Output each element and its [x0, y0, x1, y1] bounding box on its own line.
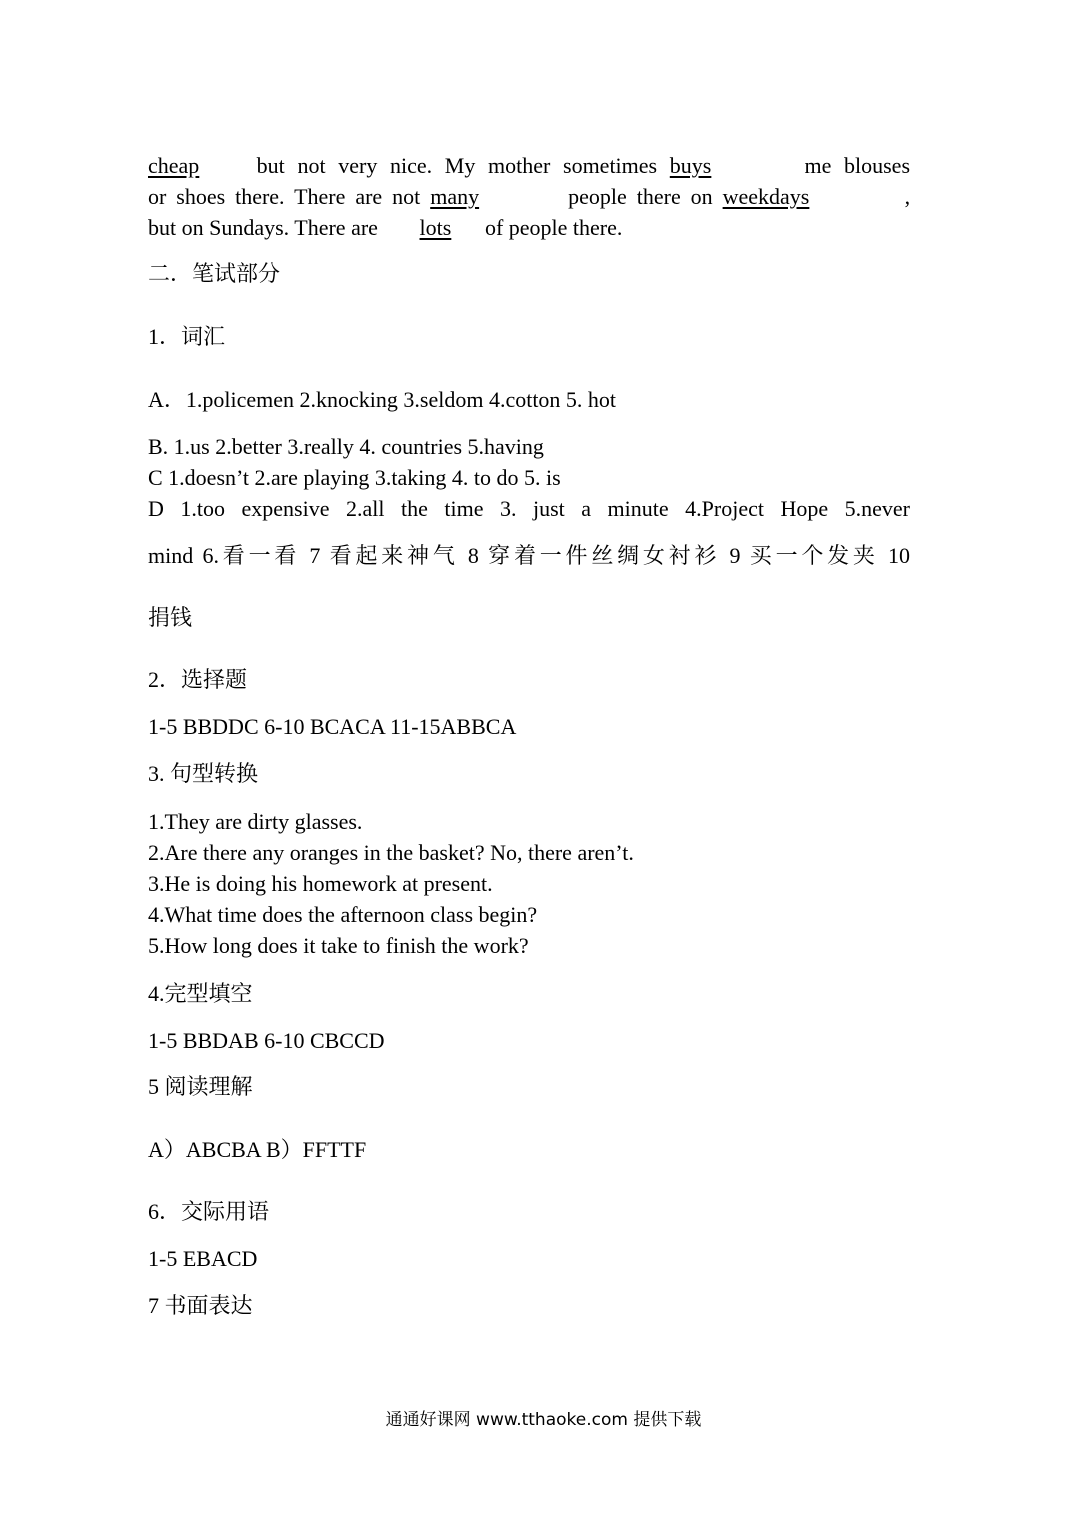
passage-text: but not very nice. My mother sometimes [256, 153, 658, 178]
transform-item: 5.How long does it take to finish the work? [148, 933, 529, 958]
answer-blank-weekdays: weekdays [722, 184, 810, 209]
passage-text: , [904, 184, 911, 209]
cloze-answers: 1-5 BBDAB 6-10 CBCCD [148, 1028, 385, 1053]
cloze-heading: 4.完型填空 [148, 981, 253, 1006]
vocab-answers-a: A．1.policemen 2.knocking 3.seldom 4.cotton 5. hot [148, 387, 617, 412]
passage-text: of people there. [484, 215, 623, 240]
reading-heading: 5 阅读理解 [148, 1074, 253, 1099]
vocab-answers-b: B. 1.us 2.better 3.really 4. countries 5.having [148, 434, 544, 459]
vocab-heading: 1．词汇 [148, 324, 226, 349]
vocab-answers-d-line-2: mind 6.看一看 7 看起来神气 8 穿着一件丝绸女衬衫 9 买一个发夹 10 [148, 543, 910, 568]
answer-blank-buys: buys [669, 153, 712, 178]
answer-blank-cheap: cheap [148, 153, 200, 178]
transform-item: 1.They are dirty glasses. [148, 809, 363, 834]
vocab-answers-c: C 1.doesn’t 2.are playing 3.taking 4. to do 5. is [148, 465, 561, 490]
passage-line-1 [148, 152, 910, 180]
vocab-answers-d-line-1: D 1.too expensive 2.all the time 3. just a minute 4.Project Hope 5.never [148, 496, 910, 521]
section-heading-written: 二．笔试部分 [148, 261, 281, 286]
communication-heading: 6．交际用语 [148, 1199, 270, 1224]
passage-text: me blouses [804, 153, 911, 178]
passage-line-2 [148, 183, 910, 211]
writing-heading: 7 书面表达 [148, 1293, 253, 1318]
passage-line-3 [148, 214, 622, 242]
choice-answers: 1-5 BBDDC 6-10 BCACA 11-15ABBCA [148, 714, 517, 739]
transform-item: 4.What time does the afternoon class begin? [148, 902, 538, 927]
transform-item: 2.Are there any oranges in the basket? No, there aren’t. [148, 840, 634, 865]
transform-heading: 3. 句型转换 [148, 761, 259, 786]
page-footer: 通通好课网 www.tthaoke.com 提供下载 [385, 1410, 702, 1430]
reading-answers: A）ABCBA B）FFTTF [148, 1137, 367, 1162]
choice-heading: 2．选择题 [148, 667, 248, 692]
transform-item: 3.He is doing his homework at present. [148, 871, 493, 896]
vocab-answers-d-line-3: 捐钱 [148, 605, 193, 630]
passage-text: but on Sundays. There are [148, 215, 378, 240]
passage-text: or shoes there. There are not [148, 184, 421, 209]
answer-blank-lots: lots [419, 215, 452, 240]
answer-blank-many: many [430, 184, 480, 209]
communication-answers: 1-5 EBACD [148, 1246, 258, 1271]
passage-text: people there on [568, 184, 713, 209]
